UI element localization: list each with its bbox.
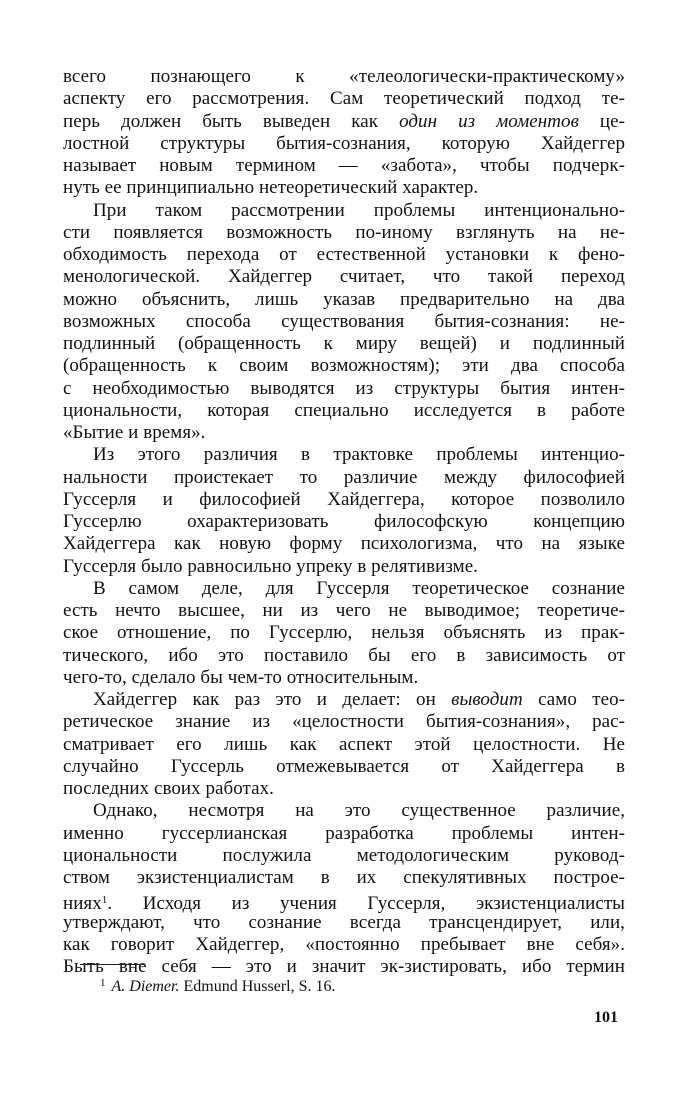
text-line: тического, ибо это поставило бы его в зависимость от	[63, 644, 625, 666]
body-text	[63, 66, 625, 978]
text-line: ское отношение, по Гуссерлю, нельзя объяснять из прак-	[63, 622, 625, 644]
text-fragment: само тео-	[522, 689, 626, 710]
text-fragment: Хайдеггер как раз это и делает: он	[93, 689, 452, 710]
text-line: циональности послужила методологическим руковод-	[63, 844, 625, 866]
italic-phrase: один из моментов	[399, 110, 579, 132]
text-line: Гуссерля и философией Хайдеггера, которое позволило	[63, 488, 625, 510]
text-line: именно гуссерлианская разработка проблемы интен-	[63, 822, 625, 844]
italic-phrase: выводит	[451, 689, 523, 710]
footnote-divider	[80, 964, 144, 965]
text-line: Гуссерлю охарактеризовать философскую концепцию	[63, 511, 625, 532]
text-line	[63, 689, 625, 711]
text-fragment: перь должен быть выведен как	[63, 110, 400, 132]
text-line: В самом деле, для Гуссерля теоретическое сознание	[93, 577, 625, 599]
text-line: как говорит Хайдеггер, «постоянно пребывает вне себя».	[63, 933, 625, 955]
text-line: Из этого различия в трактовке проблемы интенцио-	[93, 444, 625, 466]
text-line: всего познающего к «телеологически-практическому»	[63, 66, 625, 87]
text-line: нуть ее принципиально нетеоретический характер.	[63, 177, 479, 199]
footnote-marker: 1	[100, 977, 106, 989]
footnote-author: A. Diemer.	[111, 978, 180, 995]
text-line	[63, 889, 625, 915]
text-line: с необходимостью выводятся из структуры бытия интен-	[63, 377, 625, 399]
page-number: 101	[594, 1009, 618, 1026]
text-line	[63, 111, 625, 133]
text-line: (обращенность к своим возможностям); эти два способа	[63, 355, 625, 377]
text-line: утверждают, что сознание всегда трансцендирует, или,	[63, 911, 625, 933]
text-line: сти появляется возможность по-иному взглянуть на не-	[63, 221, 625, 243]
text-line: чего-то, сделало бы чем-то относительным.	[63, 666, 419, 688]
footnote-text: Edmund Husserl, S. 16.	[179, 978, 336, 995]
footnote	[100, 972, 335, 998]
text-line: Быть вне себя — это и значит эк-зистировать, ибо термин	[63, 956, 625, 977]
text-line: сматривает его лишь как аспект этой целостности. Не	[63, 733, 625, 755]
text-line: подлинный (обращенность к миру вещей) и подлинный	[63, 333, 625, 354]
text-line: обходимость перехода от естественной установки к фено-	[63, 244, 625, 265]
text-line: случайно Гуссерль отмежевывается от Хайдеггера в	[63, 755, 625, 777]
text-line: «Бытие и время».	[63, 422, 206, 443]
text-line: Хайдеггера как новую форму психологизма, что на языке	[63, 533, 625, 555]
text-line: можно объяснить, лишь указав предварительно на два	[63, 288, 625, 310]
text-line: есть нечто высшее, ни из чего не выводимое; теоретиче-	[63, 600, 625, 621]
text-line: циональности, которая специально исследуется в работе	[63, 399, 625, 421]
text-fragment: ниях	[63, 893, 102, 915]
text-line: называет новым термином — «забота», чтобы подчерк-	[63, 155, 625, 176]
text-line: менологической. Хайдеггер считает, что такой переход	[63, 266, 625, 288]
text-line: последних своих работах.	[63, 778, 274, 799]
text-fragment: це-	[578, 110, 625, 132]
text-line: Однако, несмотря на это существенное различие,	[93, 800, 625, 822]
text-line: лостной структуры бытия-сознания, которую Хайдеггер	[63, 132, 625, 154]
text-line: Гуссерля было равносильно упреку в релятивизме.	[63, 555, 478, 577]
text-line: возможных способа существования бытия-сознания: не-	[63, 310, 625, 332]
text-line: аспекту его рассмотрения. Сам теоретический подход те-	[63, 88, 625, 110]
text-line: ретическое знание из «целостности бытия-сознания», рас-	[63, 711, 625, 733]
text-line: ством экзистенциалистам в их спекулятивных построе-	[63, 867, 625, 888]
text-line: При таком рассмотрении проблемы интенционально-	[93, 199, 625, 221]
text-line: нальности проистекает то различие между философией	[63, 466, 625, 488]
footnote-reference[interactable]: 1	[101, 894, 108, 907]
text-fragment: . Исходя из учения Гуссерля, экзистенциалисты	[107, 893, 625, 915]
